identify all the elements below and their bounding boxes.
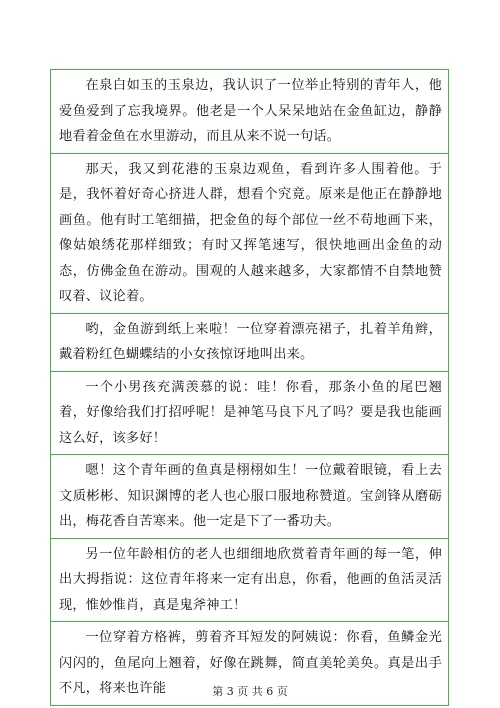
- page-footer: 第 3 页 共 6 页: [212, 685, 288, 698]
- paragraph-2: 那天，我又到花港的玉泉边观鱼，看到许多人围着他。于是，我怀着好奇心挤进人群，想看个究竟。原来是他正在静静地画鱼。他有时工笔细描，把金鱼的每个部位一丝不苟地画下来，像姑娘绣花那样细致；有时又挥笔速写，很快地画出金鱼的动态，仿佛金鱼在游动。围观的人越来越多，大家都情不自禁地赞叹着、议论着。: [50, 154, 449, 314]
- paragraph-5: 嗯！这个青年画的鱼真是栩栩如生！一位戴着眼镜，看上去文质彬彬、知识渊博的老人也心服口服地称赞道。宝剑锋从磨砺出，梅花香自苦寒来。他一定是下了一番功夫。: [50, 455, 449, 539]
- paragraph-4: 一个小男孩充满羡慕的说：哇！你看，那条小鱼的尾巴翘着，好像给我们打招呼呢！是神笔马良下凡了吗？要是我也能画这么好，该多好！: [50, 372, 449, 456]
- paragraph-table: [50, 69, 449, 706]
- paragraph-6: 另一位年龄相仿的老人也细细地欣赏着青年画的每一笔，伸出大拇指说：这位青年将来一定有出息，你看，他画的鱼活灵活现，惟妙惟肖，真是鬼斧神工！: [50, 539, 449, 623]
- paragraph-3: 哟，金鱼游到纸上来啦！一位穿着漂亮裙子，扎着羊角辫，戴着粉红色蝴蝶结的小女孩惊讶地叫出来。: [50, 314, 449, 372]
- paragraph-1: 在泉白如玉的玉泉边，我认识了一位举止特别的青年人，他爱鱼爱到了忘我境界。他老是一个人呆呆地站在金鱼缸边，静静地看着金鱼在水里游动，而且从来不说一句话。: [50, 70, 449, 154]
- paragraph-7: 一位穿着方格裤，剪着齐耳短发的阿姨说：你看，鱼鳞金光闪闪的，鱼尾向上翘着，好像在跳舞，简直美轮美奂。真是出手不凡，将来也许能: [50, 622, 449, 706]
